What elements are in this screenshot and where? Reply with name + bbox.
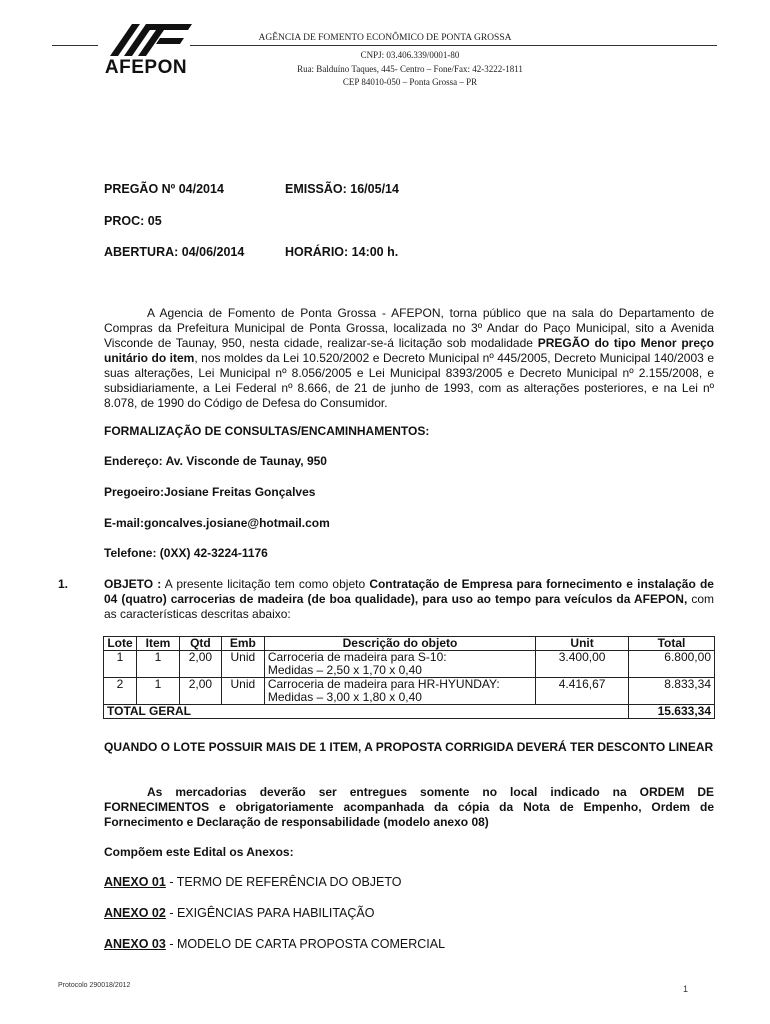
cell-emb: Unid — [221, 651, 264, 678]
col-lote: Lote — [104, 637, 137, 651]
cep: CEP 84010-050 – Ponta Grossa – PR — [342, 77, 478, 87]
col-unit: Unit — [536, 637, 629, 651]
cell-desc — [264, 651, 535, 678]
contacts-title: FORMALIZAÇÃO DE CONSULTAS/ENCAMINHAMENTOS: — [104, 424, 430, 438]
contact-telefone: Telefone: (0XX) 42-3224-1176 — [104, 546, 268, 560]
delivery-paragraph: As mercadorias deverão ser entregues somente no local indicado na ORDEM DE FORNECIMENTOS e obrigatoriamente acompanhada da cópia da Nota de Empenho, Ordem de Fornecimento e Declaração de responsabilidade (modelo anexo 08) — [104, 785, 714, 829]
cell-qtd: 2,00 — [179, 678, 221, 705]
intro-paragraph — [104, 306, 714, 411]
objeto-paragraph — [104, 577, 714, 622]
cell-item: 1 — [136, 651, 179, 678]
cell-item: 1 — [136, 678, 179, 705]
total-label: TOTAL GERAL — [104, 705, 629, 719]
annex-item — [104, 937, 445, 951]
col-emb: Emb — [221, 637, 264, 651]
annex-item — [104, 875, 402, 889]
annex-label: ANEXO 01 — [104, 875, 166, 889]
annexes-title: Compõem este Edital os Anexos: — [104, 845, 294, 859]
col-desc: Descrição do objeto — [264, 637, 535, 651]
contact-pregoeiro: Pregoeiro:Josiane Freitas Gonçalves — [104, 485, 316, 499]
cell-emb: Unid — [221, 678, 264, 705]
intro-bold: PREGÃO do tipo Menor preço unitário do item — [104, 336, 714, 365]
contact-email: E-mail:goncalves.josiane@hotmail.com — [104, 516, 330, 530]
cell-desc — [264, 678, 535, 705]
horario: HORÁRIO: 14:00 h. — [285, 245, 399, 259]
col-item: Item — [136, 637, 179, 651]
header-info — [230, 49, 590, 90]
desc-line-2: Medidas – 2,50 x 1,70 x 0,40 — [267, 663, 422, 677]
annex-text: - TERMO DE REFERÊNCIA DO OBJETO — [165, 875, 402, 889]
cnpj: CNPJ: 03.406.339/0001-80 — [360, 50, 460, 60]
address: Rua: Balduíno Taques, 445- Centro – Fone/Fax: 42-3222-1811 — [297, 63, 523, 74]
pregao-number: PREGÃO Nº 04/2014 — [104, 182, 224, 196]
annex-label: ANEXO 03 — [104, 937, 166, 951]
objeto-bold: Contratação de Empresa para fornecimento e instalação de 04 (quatro) carrocerias de madeira (de boa qualidade), para uso ao tempo para veículos da AFEPON, — [104, 577, 714, 606]
contact-endereco: Endereço: Av. Visconde de Taunay, 950 — [104, 454, 327, 468]
cell-total: 8.833,34 — [629, 678, 715, 705]
items-table — [103, 636, 715, 719]
desc-line-1: Carroceria de madeira para S-10: — [267, 650, 447, 664]
lote-notice: QUANDO O LOTE POSSUIR MAIS DE 1 ITEM, A PROPOSTA CORRIGIDA DEVERÁ TER DESCONTO LINEAR — [104, 740, 714, 754]
page-number: 1 — [683, 984, 689, 994]
logo-text: AFEPON — [104, 57, 188, 78]
total-value: 15.633,34 — [629, 705, 715, 719]
agency-name: AGÊNCIA DE FOMENTO ECONÔMICO DE PONTA GROSSA — [258, 33, 512, 43]
cell-unit: 3.400,00 — [536, 651, 629, 678]
header-rule-right — [190, 45, 717, 46]
section-number: 1. — [58, 577, 69, 591]
table-row — [104, 651, 715, 678]
objeto-text-2: com as características descritas abaixo: — [104, 592, 714, 621]
table-header-row — [104, 637, 715, 651]
proc-number: PROC: 05 — [104, 214, 162, 228]
cell-unit: 4.416,67 — [536, 678, 629, 705]
table-row — [104, 678, 715, 705]
emissao-date: EMISSÃO: 16/05/14 — [285, 182, 399, 196]
table-total-row — [104, 705, 715, 719]
objeto-label: OBJETO : — [104, 577, 162, 591]
col-total: Total — [629, 637, 715, 651]
annex-item — [104, 906, 374, 920]
objeto-text-1: A presente licitação tem como objeto — [161, 577, 370, 591]
annex-text: - EXIGÊNCIAS PARA HABILITAÇÃO — [165, 906, 375, 920]
annex-text: - MODELO DE CARTA PROPOSTA COMERCIAL — [165, 937, 446, 951]
protocol-number: Protocolo 290018/2012 — [58, 982, 131, 989]
annex-label: ANEXO 02 — [104, 906, 166, 920]
intro-text-1: A Agencia de Fomento de Ponta Grossa - AFEPON, torna público que na sala do Departamento de Compras da Prefeitura Municipal de Ponta Grossa, localizada no 3º Andar do Paço Municipal, sito a Avenida Visconde de Taunay, 950, nesta cidade, realizar-se-á licitação sob modalidade — [104, 306, 714, 350]
header-rule-left — [52, 45, 98, 46]
desc-line-2: Medidas – 3,00 x 1,80 x 0,40 — [267, 690, 422, 704]
col-qtd: Qtd — [179, 637, 221, 651]
abertura-date: ABERTURA: 04/06/2014 — [104, 245, 245, 259]
intro-text-2: , nos moldes da Lei 10.520/2002 e Decreto Municipal nº 445/2005, Decreto Municipal 140/2003 e suas alterações, Lei Municipal nº 8.056/2005 e Lei Municipal 8393/2005 e Decreto Municipal nº 2.155/2008, e subsidiariamente, a Lei Federal nº 8.666, de 21 de junho de 1993, com as alterações posteriores, e na Lei nº 8.078, de 1990 do Código de Defesa do Consumidor. — [104, 351, 714, 410]
cell-lote: 1 — [104, 651, 137, 678]
cell-lote: 2 — [104, 678, 137, 705]
cell-qtd: 2,00 — [179, 651, 221, 678]
desc-line-1: Carroceria de madeira para HR-HYUNDAY: — [267, 677, 500, 691]
cell-total: 6.800,00 — [629, 651, 715, 678]
